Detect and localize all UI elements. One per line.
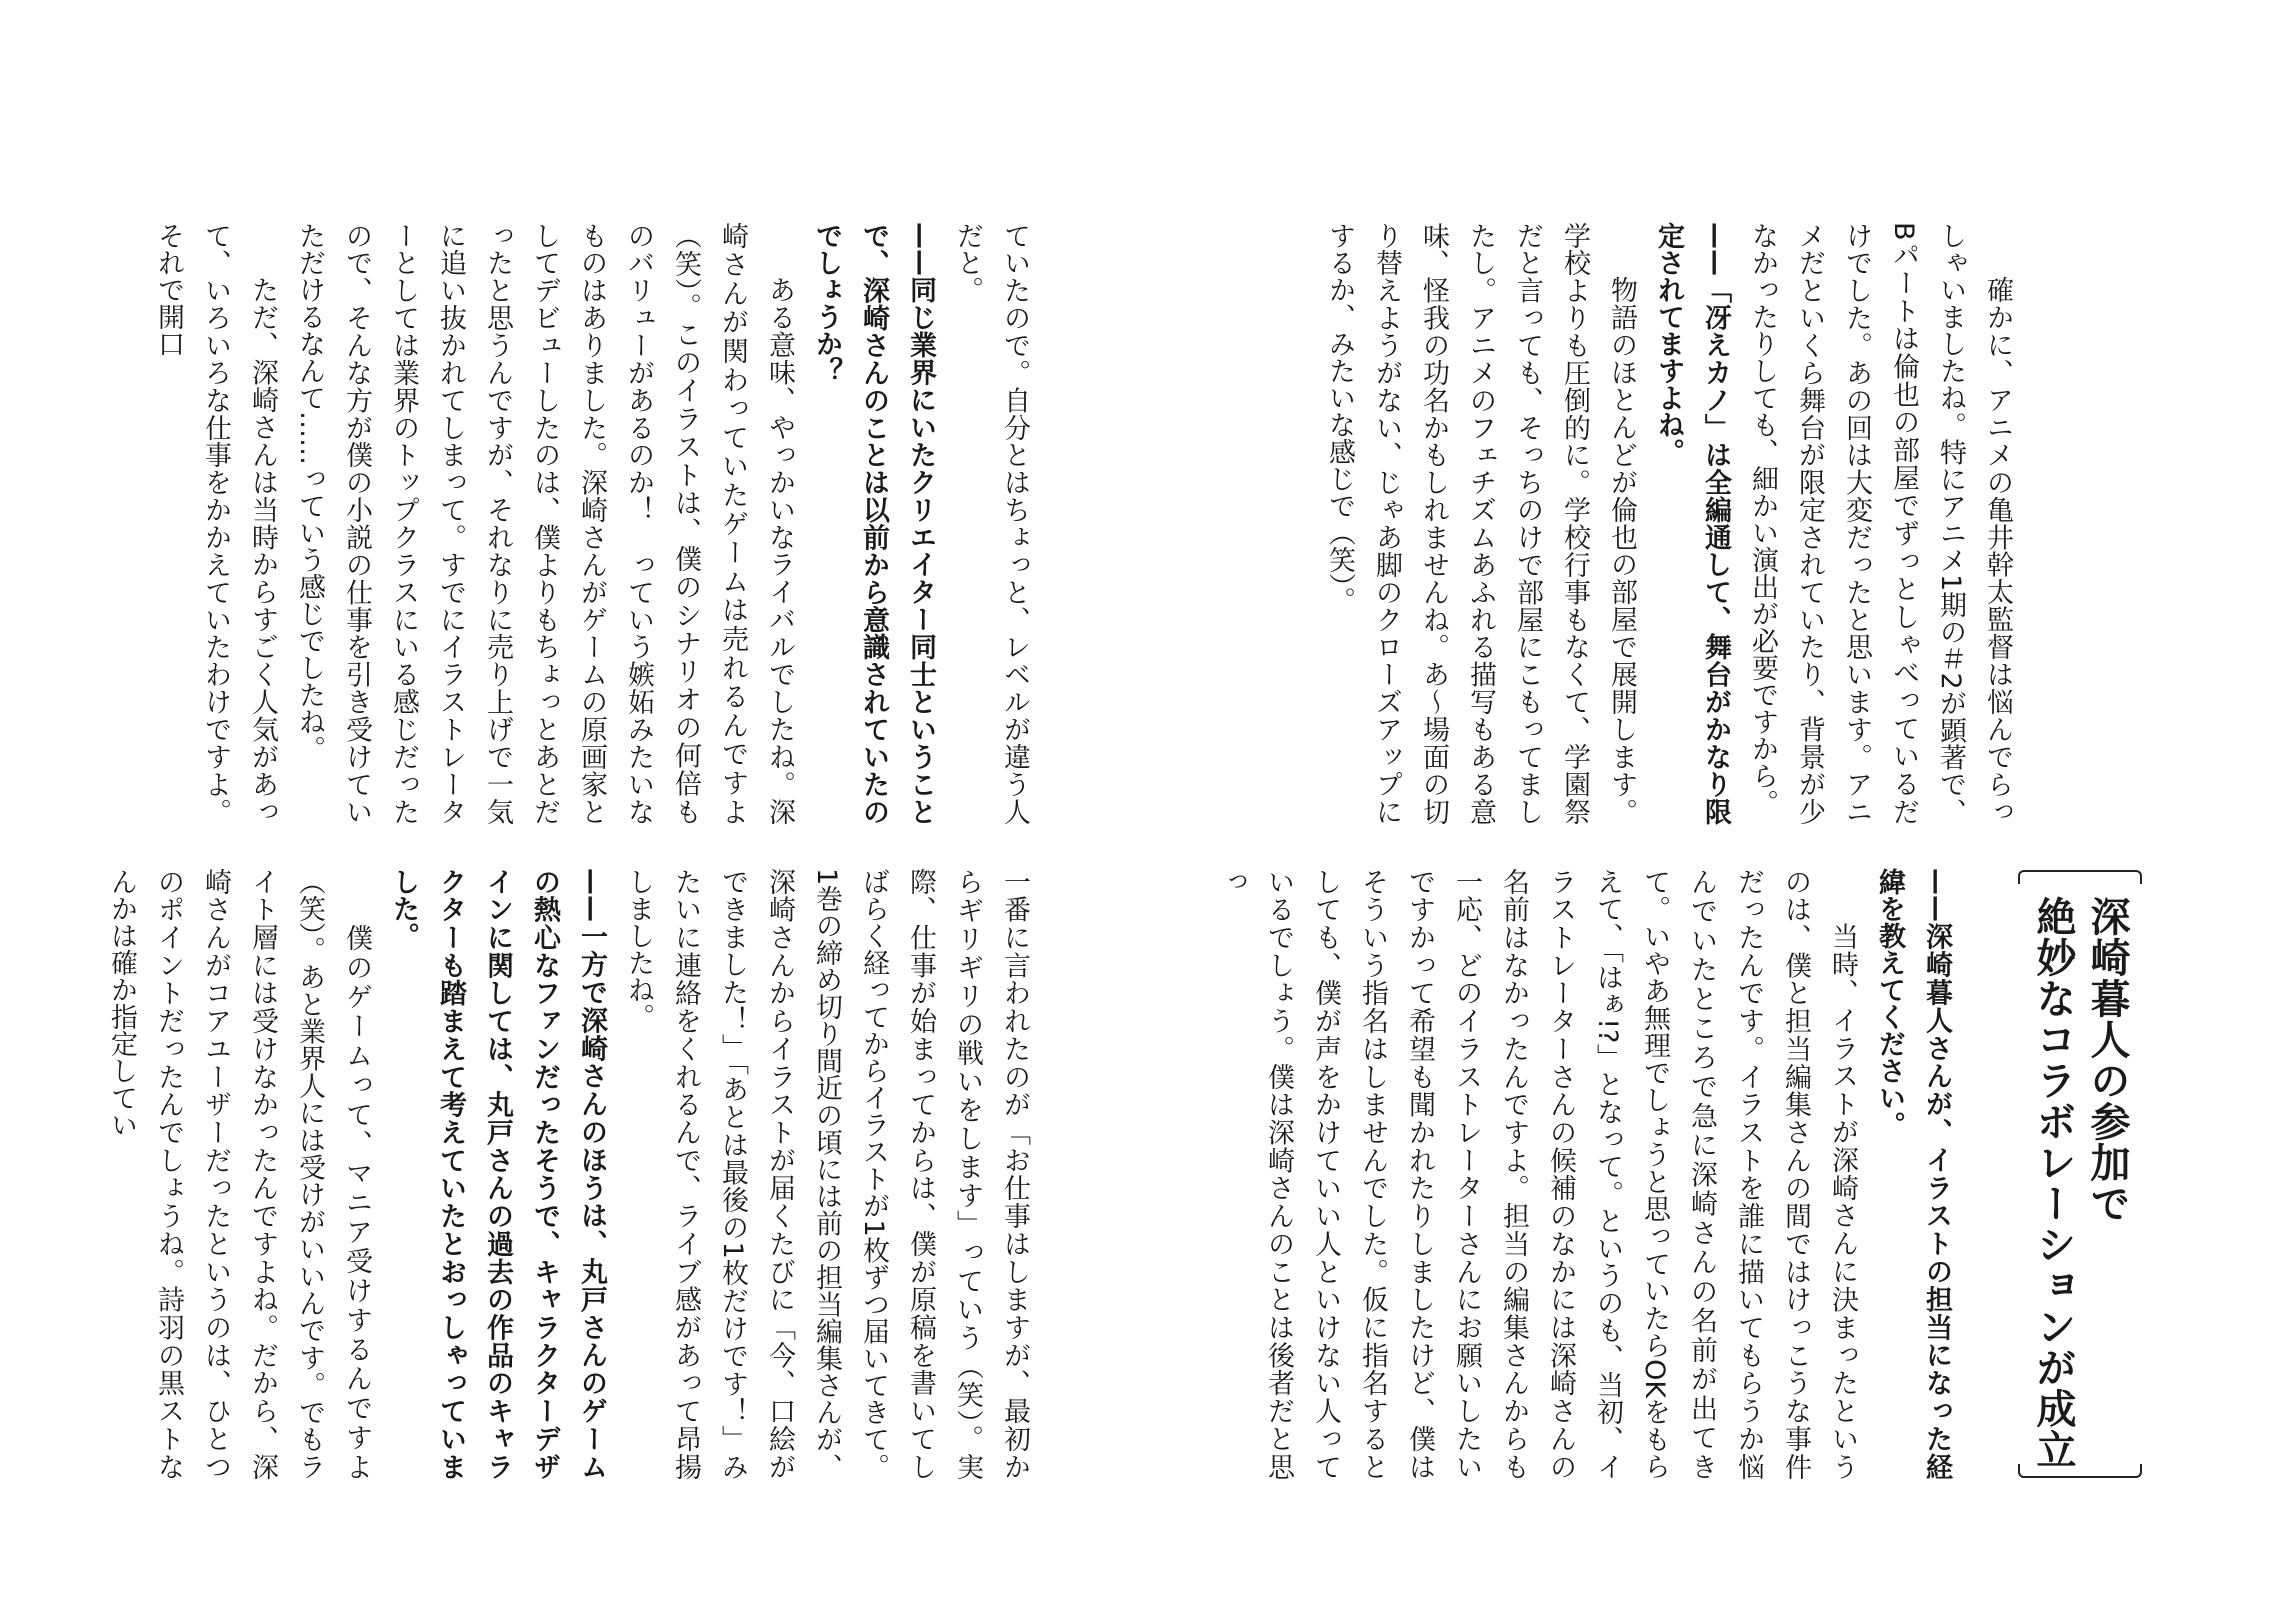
question-creator-awareness: ——同じ業界にいたクリエイター同士ということで、深崎さんのことは以前から意識されていたのでしょうか？ <box>811 222 936 825</box>
top-right-text-block <box>1324 222 2021 825</box>
bottom-right-text-block <box>1216 868 1960 1480</box>
section-title: 深崎暮人の参加で 絶妙なコラボレーションが成立 <box>2030 896 2130 1470</box>
top-left-text-block <box>118 222 1038 825</box>
paragraph-room-story: 物語のほとんどが倫也の部屋で展開します。学校よりも圧倒的に。学校行事もなくて、学園祭だと言っても、そっちのけで部屋にこもってましたし。アニメのフェチズムあふれる描写もある意味、怪我の功名かもしれませんね。あ〜場面の切り替えようがない、じゃあ脚のクローズアップにするか、みたいな感じで（笑）。 <box>1324 222 1637 825</box>
paragraph-mania: 僕のゲームって、マニア受けするんですよ（笑）。あと業界人には受けがいいんです。でもライト層には受けなかったんですよね。だから、深崎さんがコアユーザーだったというのは、ひとつのポイントだったんでしょうね。詩羽の黒ストなんかは確か指定してい <box>106 868 372 1480</box>
paragraph-rival: ある意味、やっかいなライバルでしたね。深崎さんが関わっていたゲームは売れるんですよ（笑）。このイラストは、僕のシナリオの何倍ものバリューがあるのか！ っていう嫉妬みたいなものはありました。深崎さんがゲームの原画家としてデビューしたのは、僕よりもちょっとあとだったと思うんですが、それなりに売り上げで一気に追い抜かれてしまって。すでにイラストレーターとしては業界のトップクラスにいる感じだったので、そんな方が僕の小説の仕事を引き受けていただけるなんて……っていう感じでしたね。 <box>294 222 795 825</box>
question-stage-limited: ——「冴えカノ」は全編通して、舞台がかなり限定されてますよね。 <box>1653 222 1731 825</box>
paragraph-director: 確かに、アニメの亀井幹太監督は悩んでらっしゃいましたね。特にアニメ1期の＃2が顕著で、Bパートは倫也の部屋でずっとしゃべっているだけでした。あの回は大変だったと思います。アニメだといくら舞台が限定されていたり、背景が少なかったりしても、細かい演出が必要ですから。 <box>1747 222 2013 825</box>
paragraph-level-difference: ていたので。自分とはちょっと、レベルが違う人だと。 <box>952 222 1030 825</box>
question-illustrator: ——深崎暮人さんが、イラストの担当になった経緯を教えてください。 <box>1874 868 1952 1480</box>
title-bracket-bottom <box>2018 1464 2142 1478</box>
paragraph-deadline: 一番に言われたのが「お仕事はしますが、最初からギリギリの戦いをします」っていう（笑）。実際、仕事が始まってからは、僕が原稿を書いてしばらく経ってからイラストが1枚ずつ届いてきて。1巻の締め切り間近の頃には前の担当編集さんが、深崎さんからイラストが届くたびに「今、口絵ができました！」「あとは最後の1枚だけです！」みたいに連絡をくれるんで、ライブ感があって昂揚しましたね。 <box>623 868 1030 1480</box>
paragraph-illustrator-decided: 当時、イラストが深崎さんに決まったというのは、僕と担当編集さんの間ではけっこうな事件だったんです。イラストを誰に描いてもらうか悩んでいたところで急に深崎さんの名前が出てきて。いやあ無理でしょうと思っていたらOKをもらえて、「はぁ!?」となって。というのも、当初、イラストレーターさんの候補のなかには深崎さんの名前はなかったんですよ。担当の編集さんからも一応、どのイラストレーターさんにお願いしたいですかって希望も聞かれたりしましたけど、僕はそういう指名はしませんでした。仮に指名するとしても、僕が声をかけていい人といけない人っているでしょう。僕は深崎さんのことは後者だと思っ <box>1216 868 1858 1480</box>
paragraph-popular: ただ、深崎さんは当時からすごく人気があって、いろいろな仕事をかかえていたわけですよ。それで開口 <box>153 222 278 825</box>
title-bracket-top <box>2018 870 2142 884</box>
question-fan: ——一方で深崎さんのほうは、丸戸さんのゲームの熱心なファンだったそうで、キャラクターデザインに関しては、丸戸さんの過去の作品のキャラクターも踏まえて考えていたとおっしゃっていました。 <box>388 868 607 1480</box>
bottom-left-text-block <box>106 868 1038 1480</box>
